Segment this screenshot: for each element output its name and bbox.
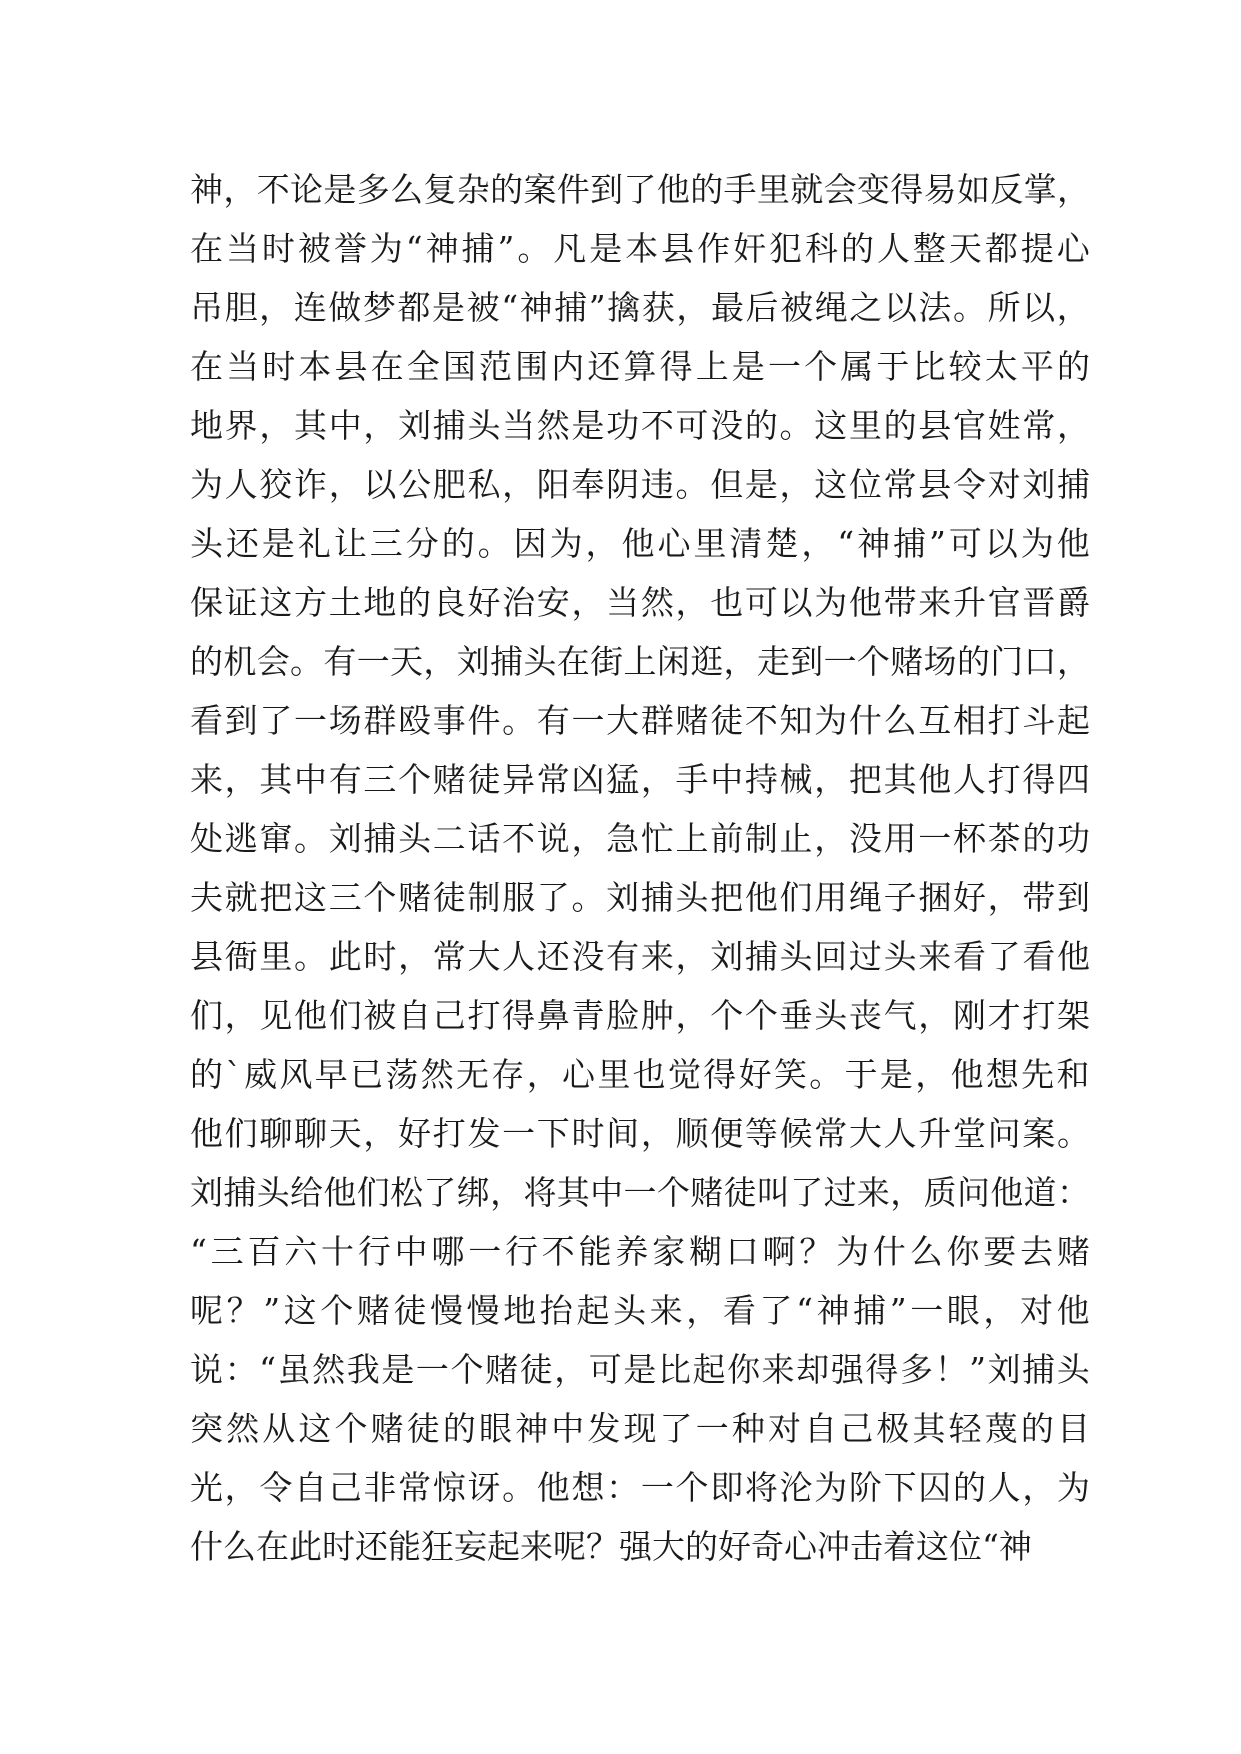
text-line: 来，其中有三个赌徒异常凶猛，手中持械，把其他人打得四	[190, 760, 1092, 799]
text-line: 在当时被誉为“神捕”。凡是本县作奸犯科的人整天都提心	[190, 229, 1093, 268]
text-line: 什么在此时还能狂妄起来呢？强大的好奇心冲击着这位“神	[190, 1527, 1032, 1566]
text-line: 们，见他们被自己打得鼻青脸肿，个个垂头丧气，刚才打架	[190, 996, 1092, 1035]
text-line: 看到了一场群殴事件。有一大群赌徒不知为什么互相打斗起	[190, 701, 1092, 740]
text-line: 的机会。有一天，刘捕头在街上闲逛，走到一个赌场的门口，	[190, 642, 1091, 681]
text-line: 突然从这个赌徒的眼神中发现了一种对自己极其轻蔑的目	[190, 1409, 1094, 1448]
text-line: 的`威风早已荡然无存，心里也觉得好笑。于是，他想先和	[190, 1055, 1092, 1094]
text-line: 光，令自己非常惊讶。他想：一个即将沦为阶下囚的人，为	[190, 1468, 1092, 1507]
text-line: 呢？”这个赌徒慢慢地抬起头来，看了“神捕”一眼，对他	[190, 1291, 1094, 1330]
text-line: 在当时本县在全国范围内还算得上是一个属于比较太平的	[190, 347, 1094, 386]
text-line: 他们聊聊天，好打发一下时间，顺便等候常大人升堂问案。	[190, 1114, 1092, 1153]
text-line: 县衙里。此时，常大人还没有来，刘捕头回过头来看了看他	[190, 937, 1092, 976]
body-text	[190, 160, 1094, 1576]
text-line: 神，不论是多么复杂的案件到了他的手里就会变得易如反掌，	[190, 170, 1091, 209]
text-line: 夫就把这三个赌徒制服了。刘捕头把他们用绳子捆好，带到	[190, 878, 1092, 917]
text-line: 吊胆，连做梦都是被“神捕”擒获，最后被绳之以法。所以，	[190, 288, 1092, 327]
text-line: 为人狡诈，以公肥私，阳奉阴违。但是，这位常县令对刘捕	[190, 465, 1092, 504]
text-line: 处逃窜。刘捕头二话不说，急忙上前制止，没用一杯茶的功	[190, 819, 1092, 858]
text-line: 保证这方土地的良好治安，当然，也可以为他带来升官晋爵	[190, 583, 1092, 622]
text-line: 头还是礼让三分的。因为，他心里清楚，“神捕”可以为他	[190, 524, 1093, 563]
text-line: 刘捕头给他们松了绑，将其中一个赌徒叫了过来，质问他道：	[190, 1173, 1091, 1212]
text-line: “三百六十行中哪一行不能养家糊口啊？为什么你要去赌	[190, 1232, 1094, 1271]
text-line: 说：“虽然我是一个赌徒，可是比起你来却强得多！”刘捕头	[190, 1350, 1092, 1389]
text-line: 地界，其中，刘捕头当然是功不可没的。这里的县官姓常，	[190, 406, 1092, 445]
